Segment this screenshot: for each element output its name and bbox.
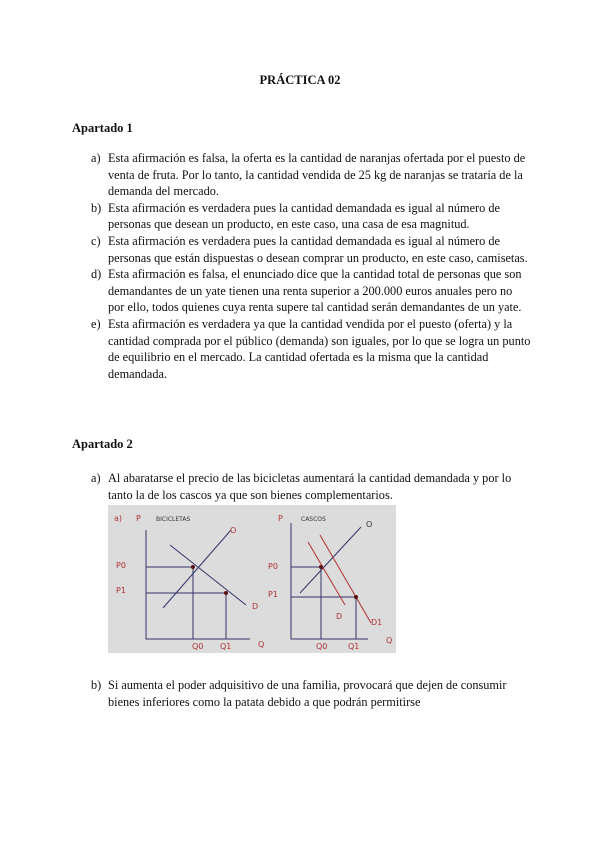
fig-left-p0: P0 (116, 561, 126, 570)
item-label: a) (91, 151, 101, 165)
fig-right-q1: Q1 (348, 642, 360, 651)
fig-left-title: BICICLETAS (156, 516, 191, 523)
page-title: PRÁCTICA 02 (259, 73, 341, 87)
list-item (91, 233, 531, 266)
list-item (91, 316, 531, 382)
apartado-2-list-a (91, 470, 531, 503)
list-item (91, 677, 531, 710)
item-text: Al abaratarse el precio de las bicicletas aumentará la cantidad demandada y por lo tanto la de los cascos ya que son bienes complementarios. (108, 471, 512, 502)
fig-right-o: O (366, 520, 373, 529)
fig-left-o: O (230, 526, 237, 535)
apartado-2-list-b (91, 677, 531, 710)
list-item (91, 266, 531, 316)
list-item (91, 200, 531, 233)
fig-right-p: P (278, 514, 283, 523)
fig-right-q0: Q0 (316, 642, 328, 651)
item-text: Esta afirmación es verdadera pues la cantidad demandada es igual al número de personas que desean un producto, en este caso, una casa de esa magnitud. (108, 200, 500, 232)
fig-left-p1: P1 (116, 586, 126, 595)
fig-left-q: Q (258, 640, 265, 649)
item-text: Si aumenta el poder adquisitivo de una familia, provocará que dejen de consumir bienes inferiores como la patata debido a que podrán permitirse (108, 678, 507, 709)
item-text: Esta afirmación es falsa, la oferta es la cantidad de naranjas ofertada por el puesto de venta de fruta. Por lo tanto, la cantidad vendida de 25 kg de naranjas se trataría de la demanda del mercado. (108, 151, 526, 199)
item-label: e) (91, 316, 101, 331)
fig-right-d1: D1 (371, 618, 383, 627)
fig-left-q0: Q0 (192, 642, 204, 651)
item-text: Esta afirmación es verdadera pues la cantidad demandada es igual al número de personas que están dispuestas o desean comprar un producto, en este caso, camisetas. (108, 233, 528, 265)
fig-left-q1: Q1 (220, 642, 232, 651)
item-label: d) (91, 267, 102, 282)
item-label: b) (91, 678, 102, 692)
fig-left-p: P (136, 514, 141, 523)
item-text: Esta afirmación es falsa, el enunciado dice que la cantidad total de personas que son demandantes de un yate tienen una renta superior a 200.000 euros anuales pero no por ello, todos quienes cuya renta supere tal cantidad serán demandantes de un yate. (108, 267, 522, 315)
supply-demand-sketch (108, 505, 396, 653)
fig-tag: a) (114, 514, 123, 523)
section-heading-apartado-2: Apartado 2 (72, 437, 133, 451)
fig-right-q: Q (386, 636, 393, 645)
fig-right-d: D (336, 612, 343, 621)
list-item (91, 470, 531, 503)
fig-right-p1: P1 (268, 590, 278, 599)
item-label: a) (91, 471, 101, 485)
apartado-1-list (91, 150, 531, 382)
fig-left-d: D (252, 602, 259, 611)
item-text: Esta afirmación es verdadera ya que la cantidad vendida por el puesto (oferta) y la cantidad comprada por el público (demanda) son iguales, por lo que se logra un punto de equilibrio en el mercado. La cantidad ofertada es la misma que la cantidad demandada. (108, 316, 531, 381)
item-label: c) (91, 233, 101, 248)
list-item (91, 150, 531, 200)
item-label: b) (91, 200, 102, 215)
fig-right-p0: P0 (268, 562, 278, 571)
fig-right-title: CASCOS (301, 516, 326, 523)
section-heading-apartado-1: Apartado 1 (72, 121, 133, 135)
